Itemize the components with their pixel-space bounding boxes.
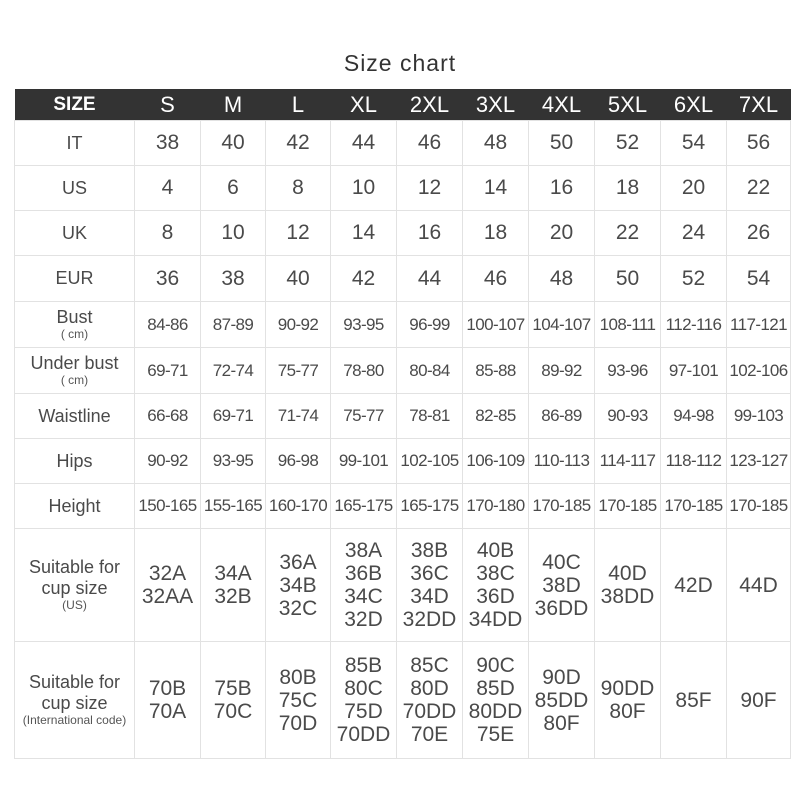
cell-it-7xl: 56: [727, 121, 791, 166]
cell-eur-5xl: 50: [595, 256, 661, 302]
cell-bust-xl: 93-95: [331, 302, 397, 348]
cell-us-2xl: 12: [397, 166, 463, 211]
cell-waistline-2xl: 78-81: [397, 394, 463, 439]
cell-hips-2xl: 102-105: [397, 439, 463, 484]
cell-eur-m: 38: [201, 256, 266, 302]
cell-under-bust-6xl: 97-101: [661, 348, 727, 394]
cell-bust-m: 87-89: [201, 302, 266, 348]
cell-eur-2xl: 44: [397, 256, 463, 302]
cell-us-6xl: 20: [661, 166, 727, 211]
row-label-text: Bust: [56, 307, 93, 328]
cell-under-bust-5xl: 93-96: [595, 348, 661, 394]
cell-cup-size-intl-s: 70B 70A: [135, 642, 201, 759]
cell-hips-7xl: 123-127: [727, 439, 791, 484]
cell-bust-3xl: 100-107: [463, 302, 529, 348]
cell-uk-5xl: 22: [595, 211, 661, 256]
cell-under-bust-4xl: 89-92: [529, 348, 595, 394]
cell-cup-size-intl-m: 75B 70C: [201, 642, 266, 759]
row-label-unit: ( cm): [60, 372, 89, 387]
cell-hips-l: 96-98: [266, 439, 331, 484]
row-label-text: Under bust: [30, 353, 119, 374]
cell-uk-7xl: 26: [727, 211, 791, 256]
header-row: [15, 89, 791, 121]
header-size-l: L: [266, 89, 331, 121]
cell-under-bust-xl: 78-80: [331, 348, 397, 394]
cell-eur-7xl: 54: [727, 256, 791, 302]
cell-under-bust-2xl: 80-84: [397, 348, 463, 394]
cell-uk-l: 12: [266, 211, 331, 256]
row-label-hips: [15, 439, 135, 484]
row-label-text: Height: [48, 495, 101, 516]
cell-waistline-4xl: 86-89: [529, 394, 595, 439]
cell-cup-size-us-s: 32A 32AA: [135, 529, 201, 642]
cell-under-bust-m: 72-74: [201, 348, 266, 394]
cell-us-4xl: 16: [529, 166, 595, 211]
cell-hips-s: 90-92: [135, 439, 201, 484]
cell-us-3xl: 14: [463, 166, 529, 211]
cell-it-3xl: 48: [463, 121, 529, 166]
cell-it-5xl: 52: [595, 121, 661, 166]
cell-uk-s: 8: [135, 211, 201, 256]
row-label-it: [15, 121, 135, 166]
row-label-bust: [15, 302, 135, 348]
cell-uk-4xl: 20: [529, 211, 595, 256]
cell-us-xl: 10: [331, 166, 397, 211]
cell-height-2xl: 165-175: [397, 484, 463, 529]
cell-us-7xl: 22: [727, 166, 791, 211]
cell-hips-5xl: 114-117: [595, 439, 661, 484]
cell-waistline-7xl: 99-103: [727, 394, 791, 439]
row-uk: [15, 211, 791, 256]
cell-bust-2xl: 96-99: [397, 302, 463, 348]
row-label-text: Suitable for cup size: [28, 557, 121, 599]
cell-cup-size-us-4xl: 40C 38D 36DD: [529, 529, 595, 642]
row-label-text: Suitable for cup size: [28, 672, 121, 714]
row-label-cup-size-intl: [15, 642, 135, 759]
header-size-7xl: 7XL: [727, 89, 791, 121]
cell-cup-size-us-l: 36A 34B 32C: [266, 529, 331, 642]
cell-bust-l: 90-92: [266, 302, 331, 348]
cell-it-l: 42: [266, 121, 331, 166]
cell-eur-3xl: 46: [463, 256, 529, 302]
cell-cup-size-intl-5xl: 90DD 80F: [595, 642, 661, 759]
row-waistline: [15, 394, 791, 439]
cell-hips-6xl: 118-112: [661, 439, 727, 484]
cell-bust-4xl: 104-107: [529, 302, 595, 348]
cell-cup-size-us-5xl: 40D 38DD: [595, 529, 661, 642]
cell-us-5xl: 18: [595, 166, 661, 211]
cell-it-6xl: 54: [661, 121, 727, 166]
header-size-label: SIZE: [15, 89, 135, 121]
cell-us-m: 6: [201, 166, 266, 211]
cell-eur-6xl: 52: [661, 256, 727, 302]
row-label-under-bust: [15, 348, 135, 394]
cell-bust-7xl: 117-121: [727, 302, 791, 348]
cell-us-s: 4: [135, 166, 201, 211]
cell-cup-size-intl-7xl: 90F: [727, 642, 791, 759]
row-label-unit: ( cm): [60, 326, 89, 341]
cell-eur-4xl: 48: [529, 256, 595, 302]
cell-height-m: 155-165: [201, 484, 266, 529]
row-label-unit: (US): [62, 597, 87, 612]
cell-height-6xl: 170-185: [661, 484, 727, 529]
cell-it-s: 38: [135, 121, 201, 166]
cell-height-s: 150-165: [135, 484, 201, 529]
cell-height-xl: 165-175: [331, 484, 397, 529]
cell-cup-size-us-3xl: 40B 38C 36D 34DD: [463, 529, 529, 642]
row-label-height: [15, 484, 135, 529]
cell-cup-size-us-m: 34A 32B: [201, 529, 266, 642]
row-label-text: IT: [66, 132, 83, 153]
cell-it-xl: 44: [331, 121, 397, 166]
cell-it-4xl: 50: [529, 121, 595, 166]
row-hips: [15, 439, 791, 484]
row-label-eur: [15, 256, 135, 302]
cell-waistline-3xl: 82-85: [463, 394, 529, 439]
chart-title: Size chart: [343, 50, 457, 76]
row-eur: [15, 256, 791, 302]
row-label-text: US: [61, 177, 87, 198]
row-us: [15, 166, 791, 211]
cell-cup-size-intl-4xl: 90D 85DD 80F: [529, 642, 595, 759]
cell-hips-3xl: 106-109: [463, 439, 529, 484]
cell-under-bust-s: 69-71: [135, 348, 201, 394]
row-under-bust: [15, 348, 791, 394]
cell-height-4xl: 170-185: [529, 484, 595, 529]
cell-cup-size-us-xl: 38A 36B 34C 32D: [331, 529, 397, 642]
cell-uk-xl: 14: [331, 211, 397, 256]
row-label-text: UK: [61, 222, 87, 243]
cell-cup-size-intl-6xl: 85F: [661, 642, 727, 759]
header-size-xl: XL: [331, 89, 397, 121]
row-label-cup-size-us: [15, 529, 135, 642]
cell-cup-size-intl-l: 80B 75C 70D: [266, 642, 331, 759]
row-cup-size-us: [15, 529, 791, 642]
cell-hips-xl: 99-101: [331, 439, 397, 484]
cell-eur-l: 40: [266, 256, 331, 302]
cell-waistline-l: 71-74: [266, 394, 331, 439]
cell-uk-6xl: 24: [661, 211, 727, 256]
cell-bust-6xl: 112-116: [661, 302, 727, 348]
header-size-4xl: 4XL: [529, 89, 595, 121]
cell-under-bust-7xl: 102-106: [727, 348, 791, 394]
header-size-5xl: 5XL: [595, 89, 661, 121]
header-size-3xl: 3XL: [463, 89, 529, 121]
cell-cup-size-intl-xl: 85B 80C 75D 70DD: [331, 642, 397, 759]
cell-it-m: 40: [201, 121, 266, 166]
cell-height-7xl: 170-185: [727, 484, 791, 529]
header-size-6xl: 6XL: [661, 89, 727, 121]
cell-eur-s: 36: [135, 256, 201, 302]
header-size-m: M: [201, 89, 266, 121]
cell-cup-size-intl-3xl: 90C 85D 80DD 75E: [463, 642, 529, 759]
row-it: [15, 121, 791, 166]
cell-under-bust-l: 75-77: [266, 348, 331, 394]
row-label-text: EUR: [55, 268, 94, 289]
row-bust: [15, 302, 791, 348]
row-label-waistline: [15, 394, 135, 439]
cell-uk-m: 10: [201, 211, 266, 256]
cell-height-5xl: 170-185: [595, 484, 661, 529]
cell-height-l: 160-170: [266, 484, 331, 529]
cell-waistline-5xl: 90-93: [595, 394, 661, 439]
row-label-unit: (International code): [22, 712, 127, 727]
cell-cup-size-us-6xl: 42D: [661, 529, 727, 642]
size-chart-table: [14, 89, 791, 759]
cell-waistline-xl: 75-77: [331, 394, 397, 439]
row-label-text: Waistline: [38, 405, 111, 426]
cell-uk-2xl: 16: [397, 211, 463, 256]
header-size-s: S: [135, 89, 201, 121]
cell-it-2xl: 46: [397, 121, 463, 166]
cell-cup-size-us-2xl: 38B 36C 34D 32DD: [397, 529, 463, 642]
row-label-us: [15, 166, 135, 211]
cell-waistline-6xl: 94-98: [661, 394, 727, 439]
cell-bust-5xl: 108-111: [595, 302, 661, 348]
cell-hips-m: 93-95: [201, 439, 266, 484]
cell-under-bust-3xl: 85-88: [463, 348, 529, 394]
cell-waistline-m: 69-71: [201, 394, 266, 439]
row-height: [15, 484, 791, 529]
cell-waistline-s: 66-68: [135, 394, 201, 439]
cell-hips-4xl: 110-113: [529, 439, 595, 484]
cell-height-3xl: 170-180: [463, 484, 529, 529]
cell-cup-size-intl-2xl: 85C 80D 70DD 70E: [397, 642, 463, 759]
row-label-text: Hips: [56, 450, 93, 471]
cell-eur-xl: 42: [331, 256, 397, 302]
cell-cup-size-us-7xl: 44D: [727, 529, 791, 642]
row-cup-size-intl: [15, 642, 791, 759]
cell-us-l: 8: [266, 166, 331, 211]
header-size-2xl: 2XL: [397, 89, 463, 121]
row-label-uk: [15, 211, 135, 256]
cell-uk-3xl: 18: [463, 211, 529, 256]
chart-body: [15, 121, 791, 759]
cell-bust-s: 84-86: [135, 302, 201, 348]
